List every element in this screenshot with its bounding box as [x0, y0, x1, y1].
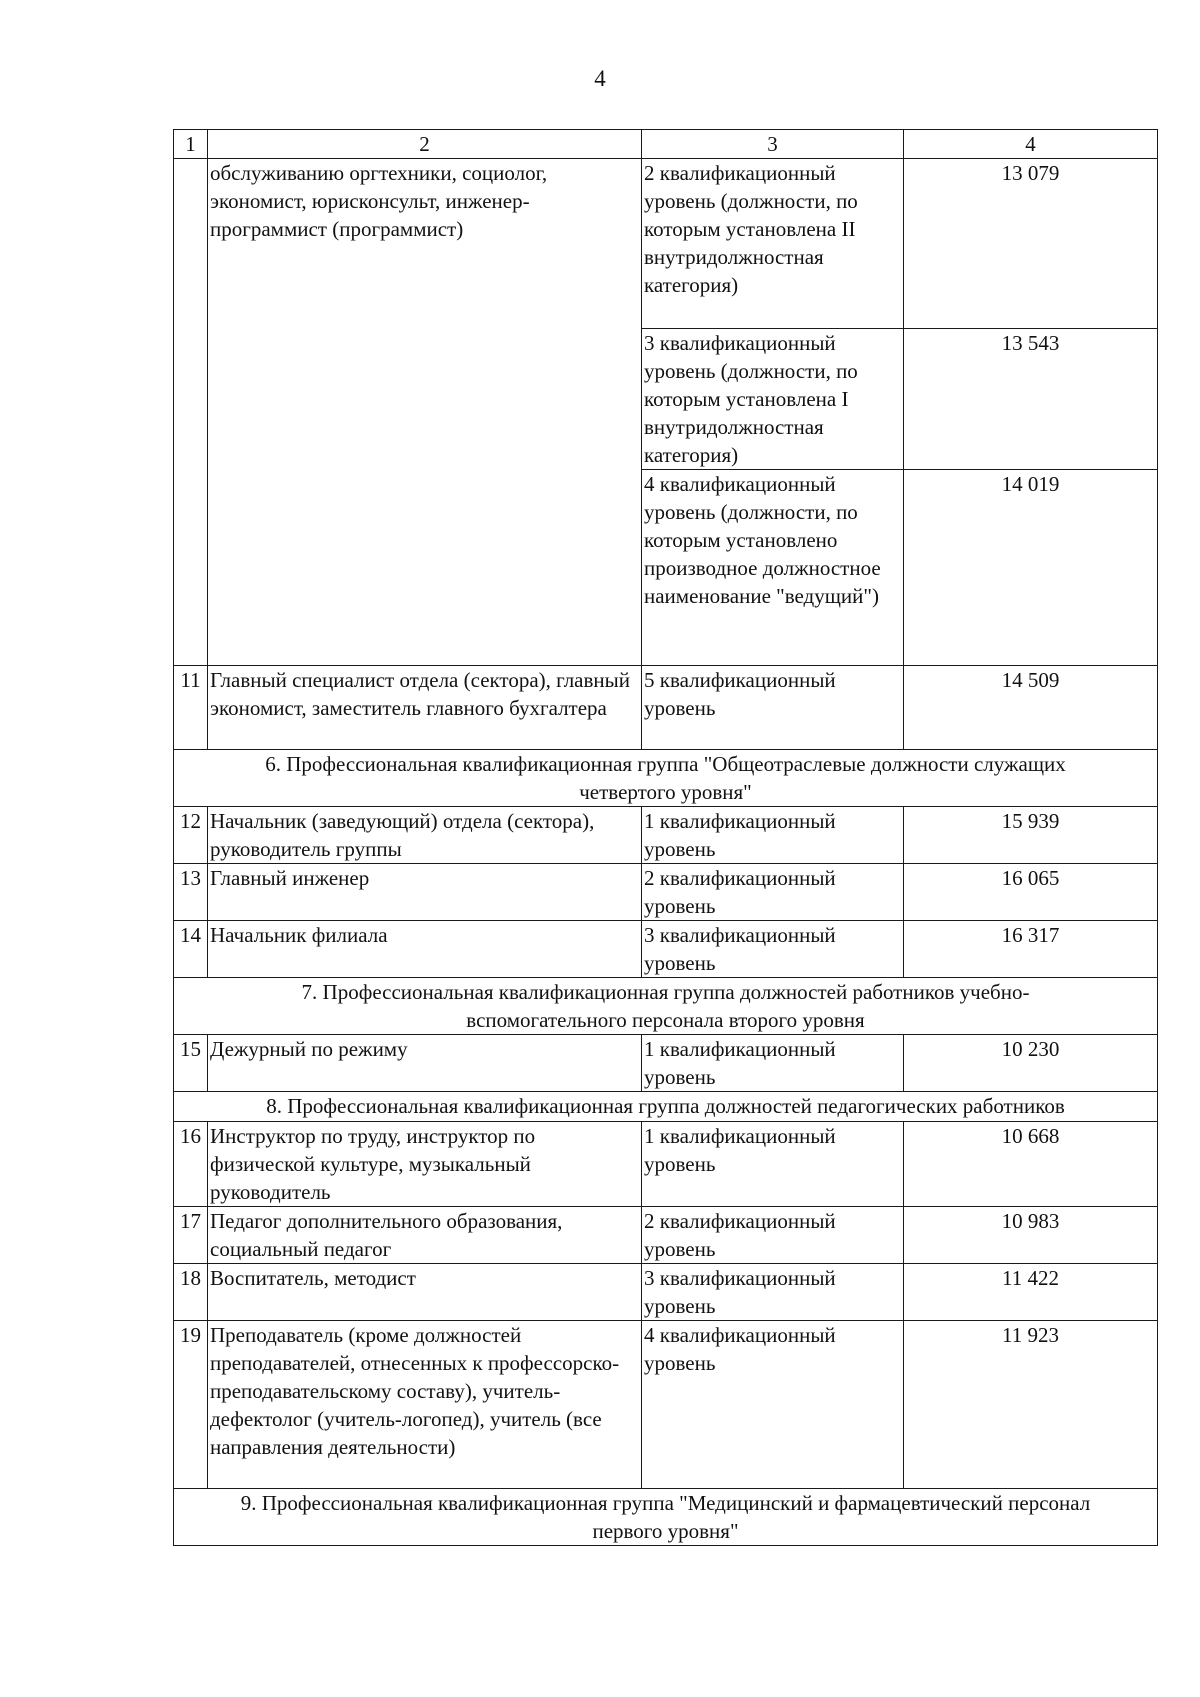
salary-cell: 16 065 — [904, 864, 1158, 921]
qualification-level-cell: 2 квалификационный уровень — [642, 1207, 904, 1264]
salary-cell: 14 019 — [904, 470, 1158, 666]
group-header-row — [174, 978, 1158, 1035]
table-row — [174, 864, 1158, 921]
position-cell: Главный специалист отдела (сектора), главный экономист, заместитель главного бухгалтера — [208, 666, 642, 750]
table-row — [174, 159, 1158, 329]
row-number-cell: 16 — [174, 1122, 208, 1207]
table-row — [174, 807, 1158, 864]
position-cell: Инструктор по труду, инструктор по физической культуре, музыкальный руководитель — [208, 1122, 642, 1207]
table-row — [174, 1035, 1158, 1092]
group-header-row — [174, 750, 1158, 807]
position-cell: обслуживанию оргтехники, социолог, экономист, юрисконсульт, инженер-программист (программист) — [208, 159, 642, 666]
row-number-cell: 15 — [174, 1035, 208, 1092]
row-number-cell: 14 — [174, 921, 208, 978]
group-title: 6. Профессиональная квалификационная группа "Общеотраслевые должности служащих четвертого уровня" — [174, 750, 1158, 807]
column-header: 4 — [904, 130, 1158, 159]
group-header-row — [174, 1092, 1158, 1122]
column-header: 1 — [174, 130, 208, 159]
qualification-level-cell: 2 квалификационный уровень (должности, по которым установлена II внутридолжностная категория) — [642, 159, 904, 329]
salary-cell: 15 939 — [904, 807, 1158, 864]
table-row — [174, 1321, 1158, 1489]
table-row — [174, 1207, 1158, 1264]
table-row — [174, 1264, 1158, 1321]
salary-table-body — [174, 130, 1158, 1546]
position-cell: Главный инженер — [208, 864, 642, 921]
position-cell: Начальник (заведующий) отдела (сектора), руководитель группы — [208, 807, 642, 864]
salary-cell: 11 422 — [904, 1264, 1158, 1321]
column-header: 3 — [642, 130, 904, 159]
group-title: 8. Профессиональная квалификационная группа должностей педагогических работников — [174, 1092, 1158, 1122]
qualification-level-cell: 3 квалификационный уровень (должности, по которым установлена I внутридолжностная категория) — [642, 329, 904, 470]
qualification-level-cell: 1 квалификационный уровень — [642, 807, 904, 864]
page-number: 4 — [594, 66, 606, 91]
group-header-row — [174, 1489, 1158, 1546]
position-cell: Преподаватель (кроме должностей преподавателей, отнесенных к профессорско-преподавательскому составу), учитель-дефектолог (учитель-логопед), учитель (все направления деятельности) — [208, 1321, 642, 1489]
salary-cell: 11 923 — [904, 1321, 1158, 1489]
table-row — [174, 1122, 1158, 1207]
qualification-level-cell: 3 квалификационный уровень — [642, 921, 904, 978]
row-number-cell: 17 — [174, 1207, 208, 1264]
position-cell: Дежурный по режиму — [208, 1035, 642, 1092]
salary-cell: 10 983 — [904, 1207, 1158, 1264]
row-number-cell: 19 — [174, 1321, 208, 1489]
qualification-level-cell: 4 квалификационный уровень — [642, 1321, 904, 1489]
row-number-cell — [174, 159, 208, 666]
group-title: 7. Профессиональная квалификационная группа должностей работников учебно- вспомогательного персонала второго уровня — [174, 978, 1158, 1035]
qualification-level-cell: 4 квалификационный уровень (должности, по которым установлено производное должностное наименование "ведущий") — [642, 470, 904, 666]
position-cell: Педагог дополнительного образования, социальный педагог — [208, 1207, 642, 1264]
qualification-level-cell: 3 квалификационный уровень — [642, 1264, 904, 1321]
salary-cell: 10 230 — [904, 1035, 1158, 1092]
salary-cell: 13 079 — [904, 159, 1158, 329]
table-row — [174, 921, 1158, 978]
column-header-row — [174, 130, 1158, 159]
table-row — [174, 666, 1158, 750]
group-title: 9. Профессиональная квалификационная группа "Медицинский и фармацевтический персонал первого уровня" — [174, 1489, 1158, 1546]
qualification-level-cell: 1 квалификационный уровень — [642, 1122, 904, 1207]
qualification-level-cell: 2 квалификационный уровень — [642, 864, 904, 921]
row-number-cell: 13 — [174, 864, 208, 921]
row-number-cell: 12 — [174, 807, 208, 864]
row-number-cell: 11 — [174, 666, 208, 750]
qualification-level-cell: 1 квалификационный уровень — [642, 1035, 904, 1092]
salary-cell: 10 668 — [904, 1122, 1158, 1207]
column-header: 2 — [208, 130, 642, 159]
qualification-level-cell: 5 квалификационный уровень — [642, 666, 904, 750]
salary-cell: 13 543 — [904, 329, 1158, 470]
position-cell: Воспитатель, методист — [208, 1264, 642, 1321]
salary-cell: 16 317 — [904, 921, 1158, 978]
row-number-cell: 18 — [174, 1264, 208, 1321]
salary-table — [173, 129, 1158, 1546]
position-cell: Начальник филиала — [208, 921, 642, 978]
salary-cell: 14 509 — [904, 666, 1158, 750]
